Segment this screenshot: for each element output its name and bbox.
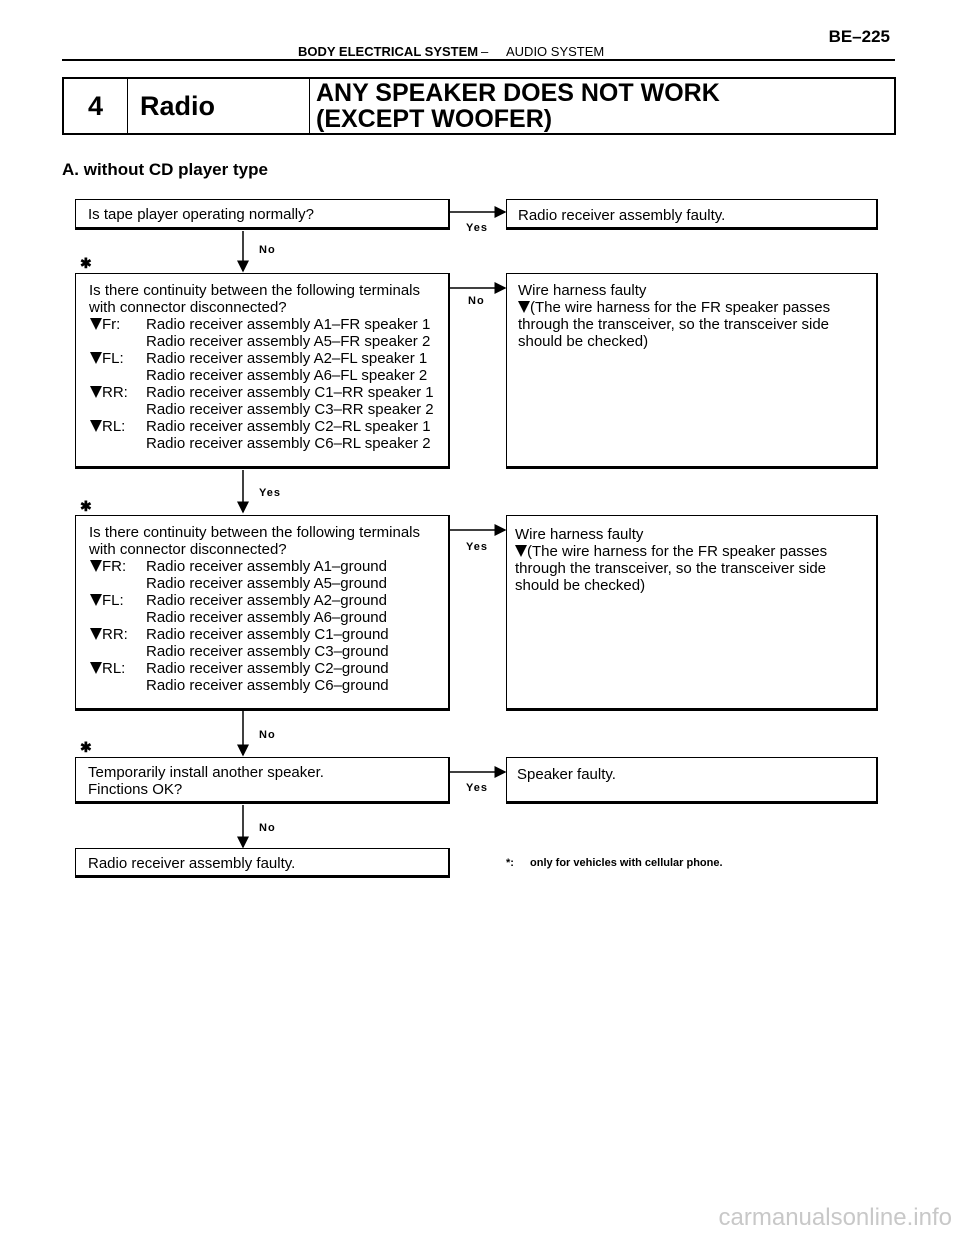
problem-description-line1: ANY SPEAKER DOES NOT WORK [316,79,720,107]
result-speaker-faulty-text: Speaker faulty. [517,766,616,783]
question-tape-player [75,199,450,230]
triangle-marker-icon [90,560,102,572]
terminal-pair: Radio receiver assembly A1–FR speaker 1 [146,316,431,333]
label-yes: Yes [259,487,281,499]
watermark: carmanualsonline.info [718,1204,952,1231]
result-speaker-faulty [506,757,878,804]
label-yes: Yes [466,222,488,234]
triangle-marker-icon [515,545,527,557]
result-wire-harness-faulty [506,515,878,711]
question-line2: Finctions OK? [88,781,183,798]
terminal-pair: Radio receiver assembly C1–ground [146,626,389,643]
terminal-code: FR: [102,558,127,575]
terminal-pair: Radio receiver assembly C1–RR speaker 1 [146,384,434,401]
triangle-marker-icon [90,420,102,432]
result-receiver-faulty [506,199,878,230]
result-line4: should be checked) [518,333,649,350]
terminal-pair: Radio receiver assembly A6–FL speaker 2 [146,367,428,384]
label-no: No [259,822,276,834]
terminal-pair: Radio receiver assembly A5–ground [146,575,387,592]
result-line1: Wire harness faulty [518,282,647,299]
header-system: BODY ELECTRICAL SYSTEM [298,44,479,59]
label-yes: Yes [466,541,488,553]
terminal-pair: Radio receiver assembly A2–ground [146,592,387,609]
footnote: only for vehicles with cellular phone. [530,857,723,869]
terminal-pair: Radio receiver assembly A5–FR speaker 2 [146,333,431,350]
problem-category: Radio [128,79,310,133]
question-replace-speaker [75,757,450,804]
terminal-code: RR: [102,384,128,401]
result-line4: should be checked) [515,577,646,594]
question-intro-line2: with connector disconnected? [89,541,287,558]
terminal-code: RL: [102,418,126,435]
question-intro-line2: with connector disconnected? [89,299,287,316]
result-wire-harness-faulty [506,273,878,469]
terminal-code: RR: [102,626,128,643]
result-line1: Wire harness faulty [515,526,644,543]
result-line3: through the transceiver, so the transceiver side [518,316,830,333]
label-no: No [259,244,276,256]
page-number: BE–225 [828,27,890,46]
terminal-pair: Radio receiver assembly A2–FL speaker 1 [146,350,428,367]
star-marker: ✱ [80,255,92,271]
terminal-pair: Radio receiver assembly C3–RR speaker 2 [146,401,434,418]
terminal-code: FL: [102,350,124,367]
section-title: A. without CD player type [62,160,268,179]
question-line1: Temporarily install another speaker. [88,764,324,781]
result-line2: (The wire harness for the FR speaker passes [527,543,828,560]
question-continuity-speakers [75,273,450,469]
triangle-marker-icon [90,662,102,674]
terminal-pair: Radio receiver assembly C6–RL speaker 2 [146,435,431,452]
header-separator: – [481,44,489,59]
header-subsystem: AUDIO SYSTEM [506,44,605,59]
terminal-pair: Radio receiver assembly C6–ground [146,677,389,694]
label-no: No [468,295,485,307]
terminal-pair: Radio receiver assembly C2–RL speaker 1 [146,418,431,435]
label-yes: Yes [466,782,488,794]
terminal-list [90,558,389,694]
question-tape-player-text: Is tape player operating normally? [88,206,314,223]
triangle-marker-icon [90,386,102,398]
terminal-code: FL: [102,592,124,609]
result-line2: (The wire harness for the FR speaker passes [530,299,831,316]
triangle-marker-icon [90,352,102,364]
triangle-marker-icon [518,301,530,313]
terminal-pair: Radio receiver assembly A1–ground [146,558,387,575]
terminal-code: RL: [102,660,126,677]
terminal-code: Fr: [102,316,121,333]
terminal-pair: Radio receiver assembly A6–ground [146,609,387,626]
footnote-marker: *: [506,857,514,869]
terminal-list [90,316,434,452]
terminal-pair: Radio receiver assembly C2–ground [146,660,389,677]
label-no: No [259,729,276,741]
problem-number: 4 [64,79,128,133]
result-line3: through the transceiver, so the transceiver side [515,560,827,577]
result-receiver-faulty-text: Radio receiver assembly faulty. [518,207,726,224]
triangle-marker-icon [90,628,102,640]
star-marker: ✱ [80,739,92,755]
triangle-marker-icon [90,594,102,606]
problem-description-line2: (EXCEPT WOOFER) [316,105,553,133]
question-continuity-ground [75,515,450,711]
star-marker: ✱ [80,498,92,514]
question-intro-line1: Is there continuity between the following terminals [89,524,421,541]
terminal-pair: Radio receiver assembly C3–ground [146,643,389,660]
result-final-text: Radio receiver assembly faulty. [88,855,296,872]
question-intro-line1: Is there continuity between the following terminals [89,282,421,299]
triangle-marker-icon [90,318,102,330]
result-receiver-faulty-final [75,848,450,878]
